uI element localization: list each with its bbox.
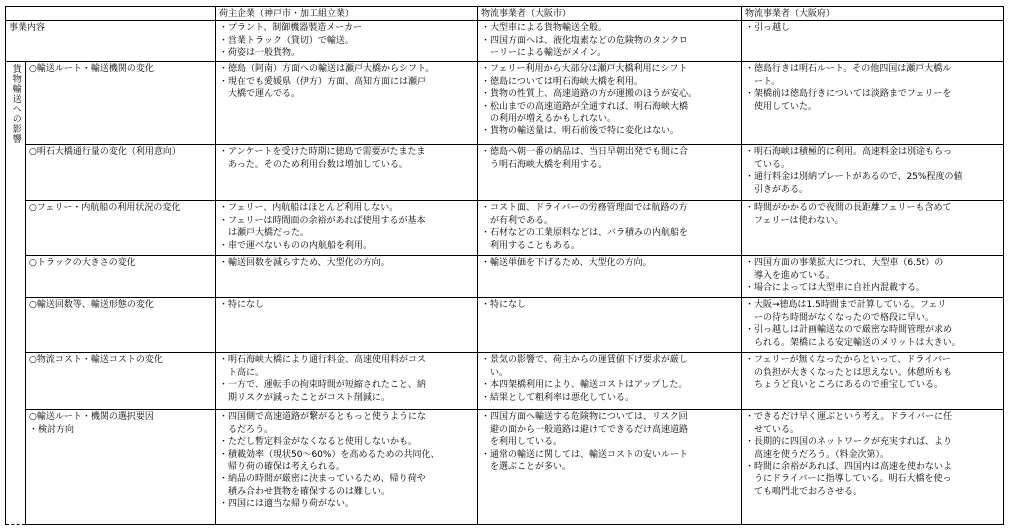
cell-text-line: ・特になし bbox=[481, 300, 527, 311]
row-col1 bbox=[216, 62, 478, 145]
cell-text-line: ・四国方面の事業拡大につれ、大型車（6.5t）の bbox=[745, 258, 944, 269]
row-col3 bbox=[742, 145, 1004, 201]
cell-text-line: ・プラント、制御機器製造メーカー bbox=[219, 23, 363, 34]
cell-text-line: ・徳島へ朝一番の納品は、当日早朝出発でも間に合 bbox=[481, 147, 689, 158]
cell-text-line: ・フェリー利用から大部分は瀬戸大橋利用にシフト bbox=[481, 64, 688, 75]
cell-text-line: 高速を使うだろう。（料金次第）。 bbox=[745, 449, 890, 460]
cell-text-line: ・本四架橋利用により、輸送コストはアップした。 bbox=[481, 380, 688, 391]
cell-text-line: られる。架橋による安定輸送のメリットは大きい。 bbox=[745, 337, 961, 348]
cell-text-line: ・納品の時間が厳密に決まっているため、帰り荷や bbox=[219, 474, 426, 485]
cell-text-line: ○輸送ルート・輸送機関の変化 bbox=[29, 64, 154, 75]
impact-row-bridge-traffic bbox=[6, 145, 1004, 201]
cell-text-line: ・四国方面へ輸送する危険物については、リスク回 bbox=[481, 412, 688, 423]
cell-text-line: ・フェリーは時間面の余裕があれば使用するが基本 bbox=[219, 215, 426, 226]
cell-text-line: ○物流コスト・輸送コストの変化 bbox=[29, 355, 163, 366]
cell-text-line: ・石材などの工業原料などは、バラ積みの内航船を bbox=[481, 228, 689, 239]
cell-text-line: ・輸送回数を減らすため、大型化の方向。 bbox=[219, 258, 390, 269]
cell-text-line: ・通行料金は別納プレートがあるので、25%程度の値 bbox=[745, 172, 963, 183]
cell-text-line: ト高に。 bbox=[219, 367, 265, 378]
row-label bbox=[26, 145, 216, 201]
cell-text-line: ○明石大橋通行量の変化（利用意向） bbox=[29, 147, 181, 158]
cell-text-line: ・現在でも愛媛県（伊方）方面、高知方面には瀬戸 bbox=[219, 76, 427, 87]
row-col3 bbox=[742, 62, 1004, 145]
cell-text-line: の利用が増えるかもしれない。 bbox=[481, 114, 617, 125]
row-label bbox=[26, 201, 216, 256]
cell-text-line: ・コスト面、ドライバーの労務管理面では航路の方 bbox=[481, 203, 688, 214]
cell-text-line: ・徳島については明石海峡大橋を利用。 bbox=[481, 76, 643, 87]
cell-text-line: が有利である。 bbox=[481, 215, 554, 226]
cell-text-line: ・場合によっては大型車に自社内混載する。 bbox=[745, 283, 926, 294]
cell-text-line: 使用していた。 bbox=[745, 101, 818, 112]
row-col2 bbox=[478, 410, 742, 525]
cell-text-line: を選ぶことが多い。 bbox=[481, 462, 572, 473]
business-label: 事業内容 bbox=[6, 21, 216, 62]
cell-text-line: 利用することもある。 bbox=[481, 240, 581, 251]
cell-text-line: を利用している。 bbox=[481, 437, 563, 448]
cell-text-line: ・通常の輸送に関しては、輸送コストの安いルート bbox=[481, 449, 689, 460]
business-col3 bbox=[742, 21, 1004, 62]
header-shipper: 荷主企業（神戸市・加工組立業） bbox=[216, 7, 478, 21]
cell-text-line: ・四国には適当な帰り荷がない。 bbox=[219, 499, 355, 510]
impact-row-ferry bbox=[6, 201, 1004, 256]
cell-text-line: ・松山までの高速道路が全通すれば、明石海峡大橋 bbox=[481, 101, 689, 112]
cell-text-line: い。 bbox=[481, 367, 509, 378]
row-col3 bbox=[742, 256, 1004, 298]
row-col2 bbox=[478, 256, 742, 298]
row-label bbox=[26, 353, 216, 410]
cell-text-line: ・引っ越し bbox=[745, 23, 791, 34]
cell-text-line: ・結果として粗利率は悪化している。 bbox=[481, 392, 635, 403]
cell-text-line: ・できるだけ早く運ぶという考え。ドライバーに任 bbox=[745, 412, 953, 423]
row-col3 bbox=[742, 353, 1004, 410]
row-col2 bbox=[478, 62, 742, 145]
business-row bbox=[6, 21, 1004, 62]
cell-text-line: ・引っ越しは計画輸送なので厳密な時間管理が求め bbox=[745, 325, 953, 336]
row-col3 bbox=[742, 298, 1004, 353]
impact-row-truck-size bbox=[6, 256, 1004, 298]
row-col1 bbox=[216, 256, 478, 298]
row-col2 bbox=[478, 145, 742, 201]
cell-text-line: ・積載効率（現状50～60%）を高めるための共同化、 bbox=[219, 449, 440, 460]
cell-text-line: うにドライバーに指導している。明石大橋を使っ bbox=[745, 474, 952, 485]
cell-text-line: フェリーは使わない。 bbox=[745, 215, 844, 226]
cell-text-line: ○フェリー・内航船の利用状況の変化 bbox=[29, 203, 181, 214]
cell-text-line: ・貨物の性質上、高速道路の方が運搬のほうが安心。 bbox=[481, 89, 698, 100]
impact-row-transport-mode bbox=[6, 298, 1004, 353]
section-label-cell bbox=[6, 62, 26, 525]
cell-text-line: ・時間に余裕があれば、四国内は高速を使わないよ bbox=[745, 462, 953, 473]
cell-text-line: う明石海峡大橋を利用する。 bbox=[481, 159, 608, 170]
cell-text-line: 大橋で運んでる。 bbox=[219, 89, 301, 100]
header-logistics-osaka-pref: 物流事業者（大阪府） bbox=[742, 7, 1004, 21]
cell-text-line: ・アンケートを受けた時期に徳島で需要がたまたま bbox=[219, 147, 426, 158]
row-label bbox=[26, 410, 216, 525]
cell-text-line: ート。 bbox=[745, 76, 781, 87]
impact-row-route bbox=[6, 62, 1004, 145]
row-col1 bbox=[216, 298, 478, 353]
row-col1 bbox=[216, 201, 478, 256]
row-col2 bbox=[478, 201, 742, 256]
row-col2 bbox=[478, 298, 742, 353]
cell-text-line: 期リスクが減ったことがコスト削減に。 bbox=[219, 392, 390, 403]
row-label bbox=[26, 298, 216, 353]
cell-text-line: ・輸送単価を下げるため、大型化の方向。 bbox=[481, 258, 652, 269]
cell-text-line: の負担が大きくなったとは思えない。休憩所もも bbox=[745, 367, 953, 378]
cell-text-line: ・四国方面へは、液化塩素などの危険物のタンクロ bbox=[481, 35, 688, 46]
cell-text-line: あった。そのため利用台数は増加している。 bbox=[219, 159, 408, 170]
cell-text-line: 導入を進めている。 bbox=[745, 270, 836, 281]
cell-text-line: 積み合わせ貨物を確保するのは難しい。 bbox=[219, 486, 391, 497]
row-col1 bbox=[216, 410, 478, 525]
cell-text-line: ・明石海峡は積極的に利用。高速料金は別途もらっ bbox=[745, 147, 953, 158]
row-col2 bbox=[478, 353, 742, 410]
row-col3 bbox=[742, 410, 1004, 525]
cell-text-line: ・時間がかかるので夜間の長距離フェリーも含めて bbox=[745, 203, 952, 214]
cell-text-line: ・大阪→徳島は1.5時間まで計算している。フェリ bbox=[745, 300, 947, 311]
cell-text-line: ・検討方向 bbox=[29, 424, 75, 435]
header-logistics-osaka-city: 物流事業者（大阪市） bbox=[478, 7, 742, 21]
business-col1 bbox=[216, 21, 478, 62]
row-col1 bbox=[216, 353, 478, 410]
cell-text-line: 引きがある。 bbox=[745, 184, 809, 195]
cell-text-line: ・一方で、運転手の拘束時間が短縮されたこと、納 bbox=[219, 380, 426, 391]
cell-text-line: ・特になし bbox=[219, 300, 265, 311]
cell-text-line: ○輸送ルート・機関の選択要因 bbox=[29, 412, 154, 423]
survey-table bbox=[5, 6, 1004, 525]
impact-row-cost bbox=[6, 353, 1004, 410]
cell-text-line: 帰り荷の確保は考えられる。 bbox=[219, 462, 346, 473]
cell-text-line: ・景気の影響で、荷主からの運賃値下げ要求が厳し bbox=[481, 355, 688, 366]
cell-text-line: ・フェリーが無くなったからといって、ドライバー bbox=[745, 355, 951, 366]
cell-text-line: ている。 bbox=[745, 159, 791, 170]
cell-text-line: 避の面から一般道路は避けてできるだけ高速道路 bbox=[481, 424, 689, 435]
row-label bbox=[26, 256, 216, 298]
cell-text-line: せている。 bbox=[745, 424, 800, 435]
cell-text-line: ちょうど良いところにあるので重宝している。 bbox=[745, 380, 944, 391]
cell-text-line: ○輸送回数等、輸送形態の変化 bbox=[29, 300, 154, 311]
cell-text-line: ーリーによる輸送がメイン。 bbox=[481, 48, 607, 59]
cell-text-line: ○トラックの大きさの変化 bbox=[29, 258, 136, 269]
cell-text-line: ・明石海峡大橋により通行料金、高速使用料がコス bbox=[219, 355, 427, 366]
cell-text-line: ・長期的に四国のネットワークが充実すれば、より bbox=[745, 437, 953, 448]
cell-text-line: ・大型車による貨物輸送全般。 bbox=[481, 23, 608, 34]
cell-text-line: ・車で運べないものの内航船を利用。 bbox=[219, 240, 373, 251]
impact-row-selection-factors bbox=[6, 410, 1004, 525]
row-col3 bbox=[742, 201, 1004, 256]
cell-text-line: ・荷姿は一般貨物。 bbox=[219, 48, 301, 59]
cell-text-line: ・貨物の輸送量は、明石前後で特に変化はない。 bbox=[481, 126, 680, 137]
cell-text-line: ーの待ち時間がなくなったので格段に早い。 bbox=[745, 312, 935, 323]
cell-text-line: ・徳島行きは明石ルート。その他四国は瀬戸大橋ル bbox=[745, 64, 952, 75]
cell-text-line: ・四国側で高速道路が繋がるともっと使うようにな bbox=[219, 412, 427, 423]
cell-text-line: ても鳴門北でおろさせる。 bbox=[745, 486, 863, 497]
row-col1 bbox=[216, 145, 478, 201]
business-col2 bbox=[478, 21, 742, 62]
header-blank bbox=[6, 7, 216, 21]
cell-text-line: るだろう。 bbox=[219, 424, 274, 435]
cell-text-line: ・徳島（阿南）方面への輸送は瀬戸大橋からシフト。 bbox=[219, 64, 435, 75]
header-row bbox=[6, 7, 1004, 21]
row-label bbox=[26, 62, 216, 145]
cell-text-line: は瀬戸大橋だった。 bbox=[219, 228, 310, 239]
section-label: 貨物輸送への影響 bbox=[10, 64, 21, 145]
cell-text-line: ・架橋前は徳島行きについては淡路までフェリーを bbox=[745, 89, 952, 100]
cell-text-line: ・フェリー、内航船はほとんど利用しない。 bbox=[219, 203, 399, 214]
cell-text-line: ・営業トラック（貸切）で輸送。 bbox=[219, 35, 354, 46]
cell-text-line: ・ただし暫定料金がなくなると使用しないかも。 bbox=[219, 437, 418, 448]
